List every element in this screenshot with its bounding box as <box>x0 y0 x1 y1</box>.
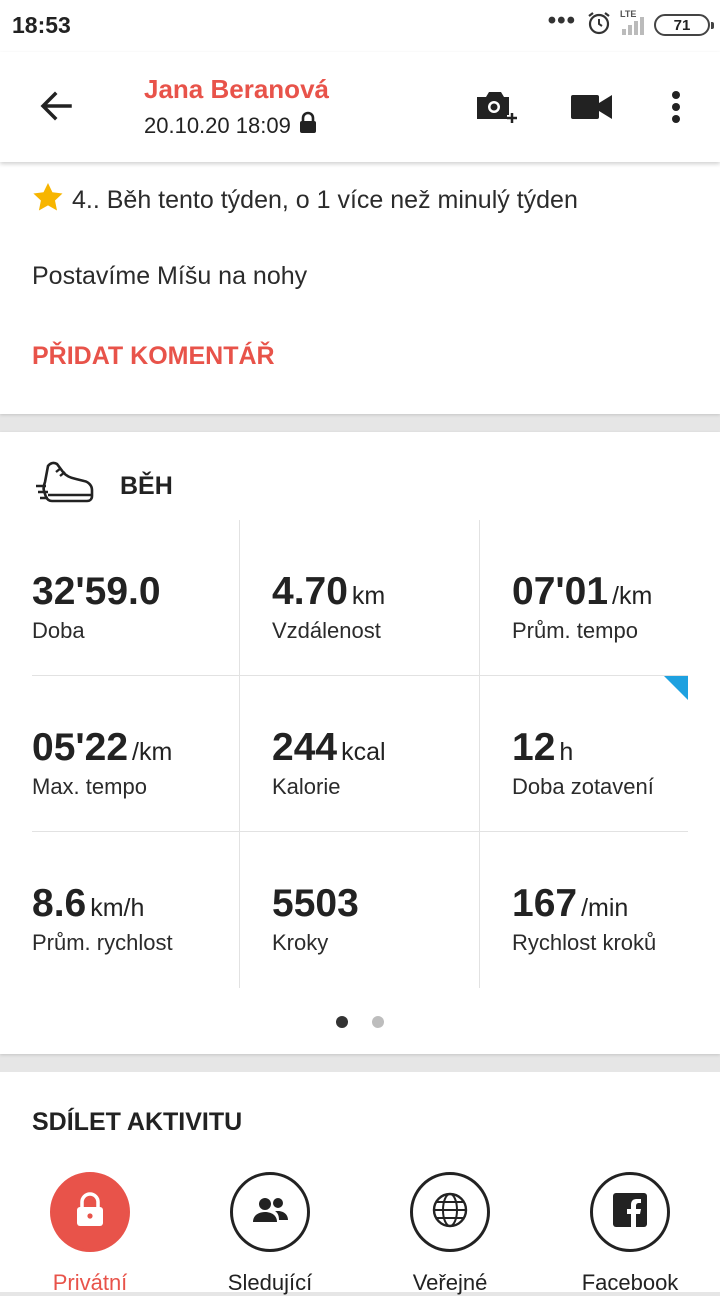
stat-duration: 32'59.0 Doba <box>32 570 161 643</box>
share-followers-label[interactable]: Sledující <box>227 1270 313 1295</box>
page-dot[interactable] <box>372 1016 384 1028</box>
stat-calories: 244 kcal Kalorie <box>272 726 386 799</box>
post-card <box>0 162 720 414</box>
globe-icon <box>431 1191 469 1234</box>
info-corner-marker[interactable] <box>664 676 688 700</box>
battery-icon: 71 <box>654 14 710 36</box>
more-vert-icon[interactable] <box>664 82 688 132</box>
add-photo-icon[interactable] <box>474 82 520 132</box>
achievement-text: 4.. Běh tento týden, o 1 více než minulý týden <box>72 186 578 214</box>
activity-stats-card[interactable] <box>0 432 720 1054</box>
add-comment-button[interactable]: PŘIDAT KOMENTÁŘ <box>32 342 275 370</box>
lock-icon <box>299 112 317 140</box>
share-card <box>0 1072 720 1295</box>
share-facebook-button[interactable] <box>590 1172 670 1252</box>
facebook-icon <box>613 1193 647 1232</box>
share-followers-button[interactable] <box>230 1172 310 1252</box>
sport-header <box>34 458 173 515</box>
sport-type: BĚH <box>120 472 173 500</box>
signal-icon <box>620 9 644 35</box>
activity-date: 20.10.20 18:09 <box>144 113 291 138</box>
stat-max-pace: 05'22 /km Max. tempo <box>32 726 173 799</box>
share-title: SDÍLET AKTIVITU <box>32 1108 243 1136</box>
share-private-label[interactable]: Privátní <box>52 1270 128 1295</box>
stat-distance: 4.70 km Vzdálenost <box>272 570 386 643</box>
status-bar <box>0 0 720 52</box>
app-bar <box>0 52 720 162</box>
achievement-row <box>32 182 578 219</box>
page-dot-active[interactable] <box>336 1016 348 1028</box>
running-shoe-icon <box>34 458 94 515</box>
user-name[interactable]: Jana Beranová <box>144 74 329 104</box>
share-facebook-label[interactable]: Facebook <box>581 1270 679 1295</box>
lock-icon <box>75 1192 105 1233</box>
share-private-button[interactable] <box>50 1172 130 1252</box>
page-indicator[interactable] <box>0 1016 720 1028</box>
notification-dots-icon: ••• <box>547 7 576 34</box>
stat-avg-pace: 07'01 /km Prům. tempo <box>512 570 653 643</box>
activity-description: Postavíme Míšu na nohy <box>32 262 308 290</box>
activity-date-row <box>144 112 317 140</box>
share-public-label[interactable]: Veřejné <box>412 1270 488 1295</box>
stat-cadence: 167 /min Rychlost kroků <box>512 882 657 955</box>
back-arrow-icon[interactable] <box>34 84 78 128</box>
network-type: LTE <box>620 9 637 19</box>
people-icon <box>250 1195 290 1230</box>
status-icons <box>547 7 710 40</box>
stat-avg-speed: 8.6 km/h Prům. rychlost <box>32 882 173 955</box>
stat-steps: 5503 Kroky <box>272 882 359 955</box>
alarm-icon <box>586 10 612 41</box>
video-camera-icon[interactable] <box>570 82 614 132</box>
share-public-button[interactable] <box>410 1172 490 1252</box>
status-time: 18:53 <box>12 12 71 38</box>
stat-recovery-time[interactable]: 12 h Doba zotavení <box>512 726 654 799</box>
star-icon <box>32 182 64 219</box>
